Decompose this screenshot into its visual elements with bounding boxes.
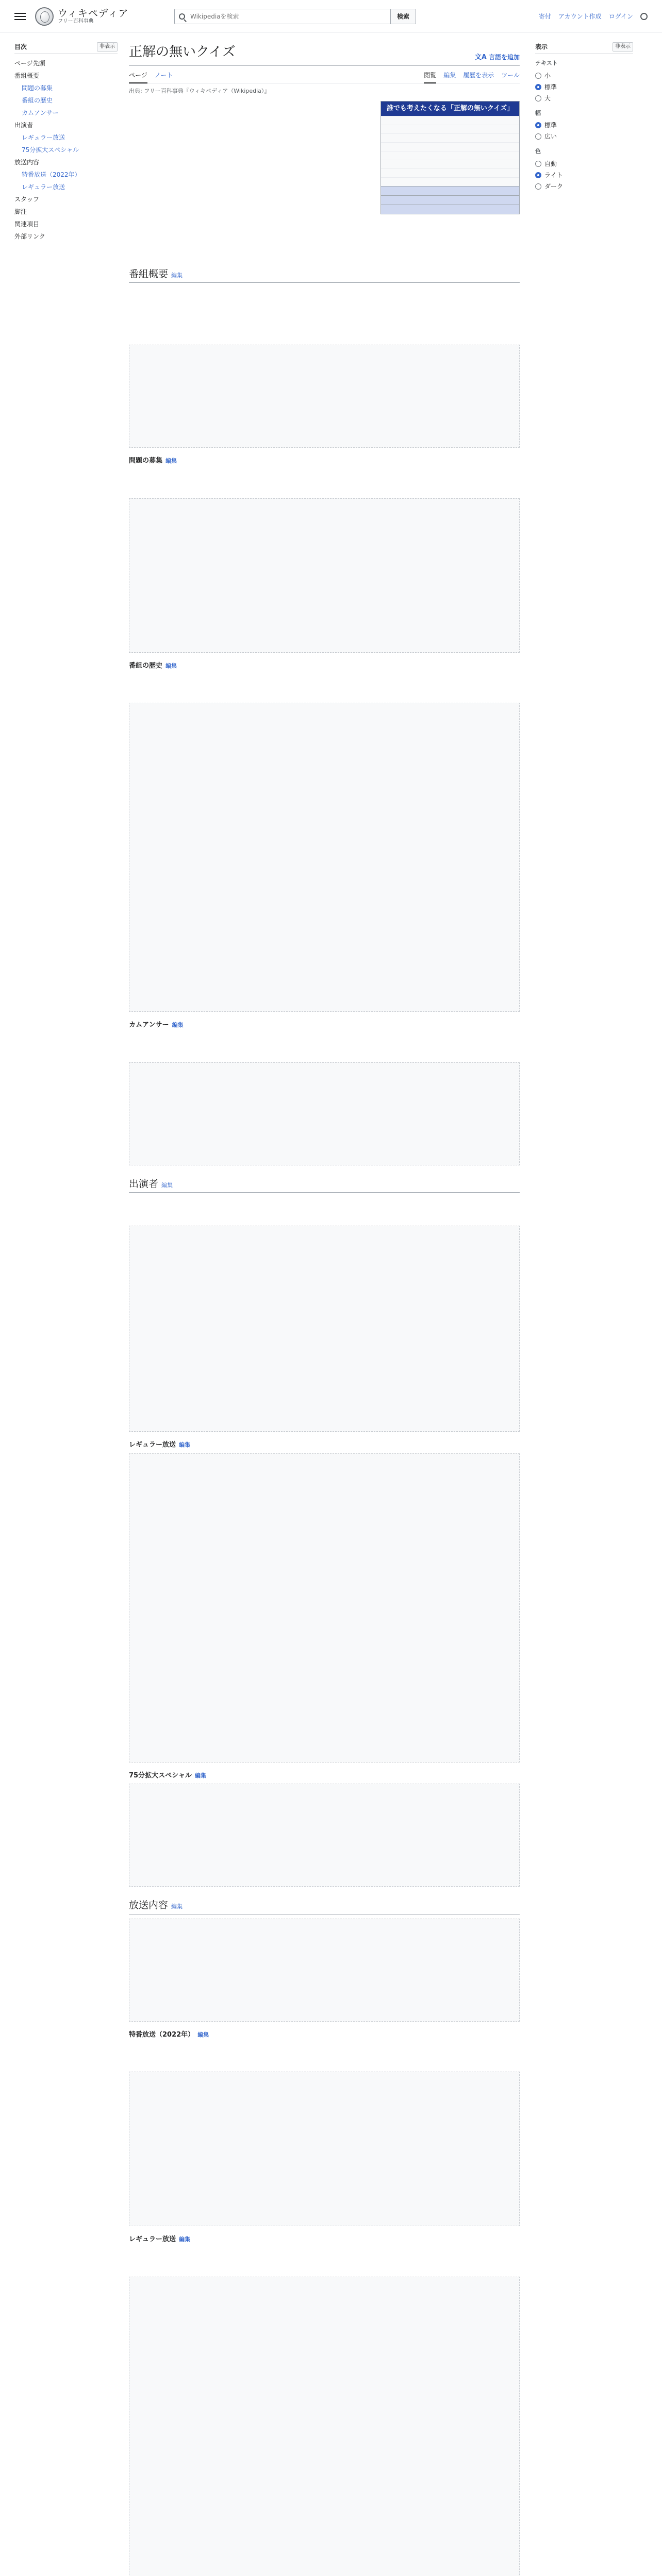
section-paragraph	[129, 2043, 520, 2067]
infobox-rows	[381, 116, 519, 186]
toc-item[interactable]: カムアンサー	[22, 109, 59, 116]
section-paragraph	[129, 2248, 520, 2273]
infobox-key	[381, 134, 422, 142]
section-heading-text: 問題の募集	[129, 457, 163, 465]
tab-page[interactable]: ページ	[129, 68, 147, 83]
section-heading	[129, 661, 520, 671]
infobox-row	[381, 160, 519, 168]
toc-sidebar	[14, 33, 118, 2576]
translate-icon: 文A	[474, 53, 487, 61]
from-line: 出典: フリー百科事典『ウィキペディア（Wikipedia）』	[129, 88, 270, 94]
site-header	[0, 0, 662, 33]
toc-item[interactable]: 特番放送（2022年）	[22, 171, 81, 178]
infobox-value	[422, 151, 426, 160]
search-button[interactable]: 検索	[391, 9, 416, 24]
section-edit-link[interactable]: 編集	[172, 1022, 184, 1028]
section-heading-text: レギュラー放送	[129, 1441, 176, 1449]
toc-item[interactable]: 外部リンク	[14, 233, 45, 240]
section-edit-link[interactable]: 編集	[171, 272, 183, 279]
section-heading	[129, 1440, 520, 1450]
toc-item[interactable]: 脚注	[14, 208, 27, 215]
infobox-row	[381, 116, 519, 125]
section-heading	[129, 1898, 520, 1914]
donate-link[interactable]: 寄付	[538, 12, 551, 20]
section-heading-text: 75分拡大スペシャル	[129, 1771, 192, 1780]
toc-item[interactable]: 番組の歴史	[22, 97, 53, 104]
search-icon	[179, 13, 185, 20]
width-group-label: 幅	[535, 109, 541, 116]
section-content-block	[129, 1784, 520, 1887]
text-size-option[interactable]: 標準	[535, 81, 633, 93]
section-content-block	[129, 498, 520, 653]
section-content-block	[129, 1453, 520, 1762]
infobox-key	[381, 116, 422, 125]
section-heading	[129, 1177, 520, 1193]
section-content-block	[129, 1226, 520, 1432]
radio-icon	[535, 95, 541, 101]
section-heading-text: 番組の歴史	[129, 662, 163, 670]
radio-selected-icon	[535, 172, 541, 178]
user-menu-icon[interactable]	[640, 13, 648, 20]
infobox-value	[422, 143, 426, 151]
section-heading	[129, 2030, 520, 2040]
infobox-section-label	[381, 195, 519, 205]
section-paragraph	[129, 316, 520, 341]
create-account-link[interactable]: アカウント作成	[558, 12, 602, 20]
infobox-value	[422, 169, 426, 177]
toc-hide-button[interactable]: 非表示	[97, 42, 118, 52]
toc-item[interactable]: レギュラー放送	[22, 183, 65, 191]
infobox-title: 誰でも考えたくなる「正解の無いクイズ」	[381, 101, 519, 116]
radio-selected-icon	[535, 84, 541, 90]
toc-item[interactable]: スタッフ	[14, 196, 40, 203]
infobox-key	[381, 169, 422, 177]
search-box	[174, 9, 391, 24]
section-edit-link[interactable]: 編集	[166, 662, 177, 669]
color-option[interactable]: 自動	[535, 158, 633, 170]
section-edit-link[interactable]: 編集	[179, 1442, 191, 1448]
radio-icon	[535, 73, 541, 79]
appearance-tools	[520, 33, 633, 2576]
article-sections	[129, 267, 520, 2576]
infobox	[380, 101, 520, 215]
site-title: ウィキペディア	[58, 7, 129, 19]
section-paragraph	[129, 674, 520, 699]
tab-talk[interactable]: ノート	[154, 72, 173, 79]
page-tabs	[129, 68, 520, 84]
color-group-label: 色	[535, 148, 541, 155]
section-content-block	[129, 345, 520, 448]
color-option[interactable]: ライト	[535, 170, 633, 181]
radio-icon	[535, 133, 541, 140]
section-content-block	[129, 2277, 520, 2576]
section-edit-link[interactable]: 編集	[171, 1903, 183, 1910]
toc-list	[14, 57, 118, 243]
radio-selected-icon	[535, 122, 541, 128]
section-content-block	[129, 1919, 520, 2022]
infobox-row	[381, 125, 519, 133]
infobox-value	[422, 178, 426, 186]
radio-icon	[535, 183, 541, 190]
section-edit-link[interactable]: 編集	[179, 2236, 191, 2243]
section-heading-text: レギュラー放送	[129, 2235, 176, 2243]
search-form	[174, 9, 416, 24]
section-heading	[129, 1771, 520, 1781]
search-input[interactable]	[189, 12, 386, 21]
width-option[interactable]: 広い	[535, 131, 633, 142]
site-subtitle: フリー百科事典	[58, 19, 94, 25]
language-button[interactable]	[475, 53, 520, 63]
page-body	[0, 33, 662, 2576]
site-logo[interactable]	[35, 7, 159, 26]
infobox-key	[381, 151, 422, 160]
login-link[interactable]: ログイン	[608, 12, 633, 20]
section-paragraph	[129, 1197, 520, 1222]
section-heading	[129, 267, 520, 283]
infobox-key	[381, 178, 422, 186]
infobox-section-label	[381, 186, 519, 195]
toc-item[interactable]: 番組概要	[14, 72, 40, 79]
infobox-row	[381, 151, 519, 160]
section-heading	[129, 1020, 520, 1030]
tab-tools[interactable]: ツール	[501, 72, 520, 79]
infobox-row	[381, 133, 519, 142]
infobox-value	[422, 160, 426, 168]
section-paragraph	[129, 1033, 520, 1058]
section-heading-text: 特番放送（2022年）	[129, 2030, 195, 2039]
infobox-row	[381, 142, 519, 151]
section-content-block	[129, 703, 520, 1012]
appearance-hide-button[interactable]: 非表示	[613, 42, 633, 52]
section-paragraph	[129, 469, 520, 494]
color-option[interactable]: ダーク	[535, 181, 633, 192]
infobox-row	[381, 177, 519, 186]
user-links	[539, 12, 648, 21]
toc-item[interactable]: 放送内容	[14, 159, 40, 166]
infobox-key	[381, 160, 422, 168]
main-menu-icon[interactable]	[14, 11, 26, 22]
section-edit-link[interactable]: 編集	[197, 2031, 209, 2038]
radio-icon	[535, 161, 541, 167]
section-edit-link[interactable]: 編集	[194, 1772, 206, 1779]
appearance-heading: 表示	[535, 43, 548, 50]
section-content-block	[129, 2072, 520, 2226]
toc-heading: 目次	[14, 43, 27, 50]
infobox-key	[381, 125, 422, 133]
toc-heading-row	[14, 42, 118, 54]
tab-history[interactable]: 履歴を表示	[463, 72, 494, 79]
tab-read[interactable]: 閲覧	[424, 68, 436, 83]
tab-edit[interactable]: 編集	[443, 72, 456, 79]
page-title: 正解の無いクイズ	[129, 44, 236, 60]
section-heading-text: カムアンサー	[129, 1021, 169, 1029]
section-heading-text: 放送内容	[129, 1900, 169, 1911]
infobox-row	[381, 168, 519, 177]
infobox-value	[422, 125, 426, 133]
section-edit-link[interactable]: 編集	[166, 457, 177, 464]
language-button-label: 言語を追加	[488, 54, 520, 61]
wikipedia-globe-icon	[35, 7, 54, 26]
text-size-option[interactable]: 大	[535, 93, 633, 104]
section-heading	[129, 456, 520, 466]
infobox-key	[381, 143, 422, 151]
title-row	[129, 42, 520, 66]
toc-item[interactable]: 問題の募集	[22, 84, 53, 92]
text-size-option[interactable]: 小	[535, 70, 633, 81]
section-paragraph	[129, 287, 520, 312]
infobox-section-label	[381, 205, 519, 214]
appearance-heading-row	[535, 42, 633, 54]
toc-item[interactable]: ページ先頭	[14, 60, 45, 67]
text-size-group-label: テキスト	[535, 60, 558, 66]
toc-item[interactable]: 75分拡大スペシャル	[22, 146, 79, 154]
toc-item[interactable]: レギュラー放送	[22, 134, 65, 141]
toc-item[interactable]: 関連項目	[14, 221, 40, 228]
width-option[interactable]: 標準	[535, 120, 633, 131]
section-content-block	[129, 1062, 520, 1165]
infobox-value	[422, 116, 426, 125]
section-edit-link[interactable]: 編集	[161, 1181, 173, 1189]
article-content	[118, 33, 520, 2576]
section-heading	[129, 2234, 520, 2245]
section-heading-text: 出演者	[129, 1178, 159, 1190]
section-heading-text: 番組概要	[129, 268, 169, 280]
toc-item[interactable]: 出演者	[14, 122, 34, 129]
infobox-value	[422, 134, 426, 142]
